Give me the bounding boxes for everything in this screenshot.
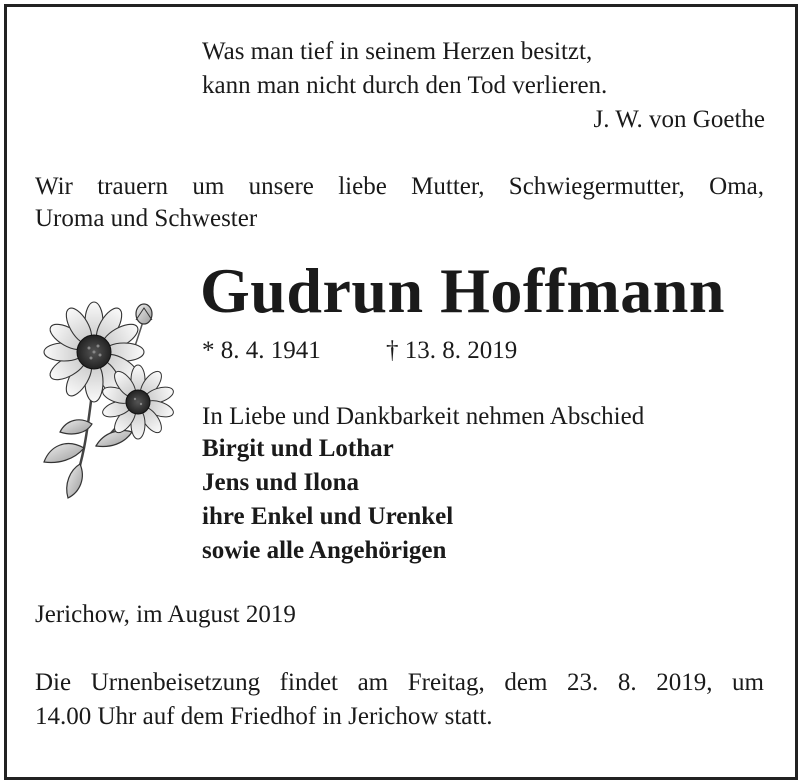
intro-line-2: Uroma und Schwester (35, 205, 258, 232)
intro-line-1: Wir trauern um unsere liebe Mutter, Schwiegermutter, Oma, (35, 173, 764, 200)
quote-line-1: Was man tief in seinem Herzen besitzt, (202, 38, 593, 65)
deceased-name: Gudrun Hoffmann (200, 255, 725, 326)
mourner-1: Birgit und Lothar (202, 435, 394, 462)
mourner-4: sowie alle Angehörigen (202, 537, 447, 564)
burial-line-2: 14.00 Uhr auf dem Friedhof in Jerichow statt. (35, 703, 493, 730)
quote-author: J. W. von Goethe (593, 106, 765, 133)
mourner-2: Jens und Ilona (202, 469, 360, 496)
burial-line-1: Die Urnenbeisetzung findet am Freitag, dem 23. 8. 2019, um (35, 669, 764, 696)
farewell-intro: In Liebe und Dankbarkeit nehmen Abschied (202, 403, 645, 430)
death-date: † 13. 8. 2019 (386, 337, 518, 364)
sunflower-icon (36, 298, 174, 503)
birth-date: * 8. 4. 1941 (202, 337, 321, 364)
mourner-3: ihre Enkel und Urenkel (202, 503, 454, 530)
place-date: Jerichow, im August 2019 (35, 601, 296, 628)
quote-line-2: kann man nicht durch den Tod verlieren. (202, 72, 608, 99)
